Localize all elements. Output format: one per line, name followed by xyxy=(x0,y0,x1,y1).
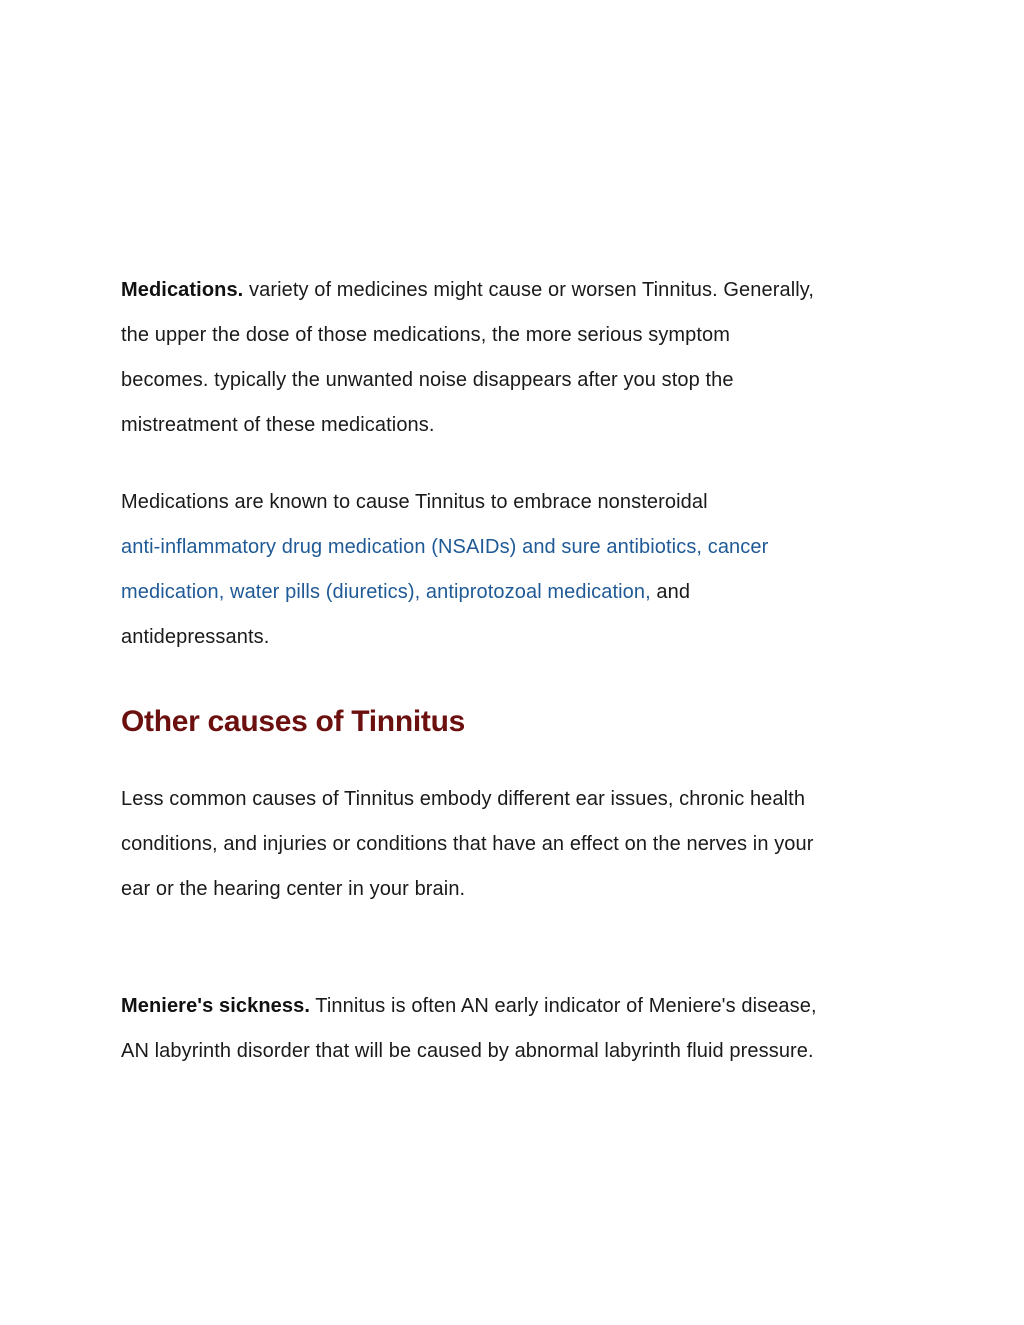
section-heading-other-causes: Other causes of Tinnitus xyxy=(121,705,465,738)
medications-text-1: variety of medicines might cause or worsen Tinnitus. Generally, xyxy=(243,279,815,301)
known-tail: and xyxy=(650,581,691,603)
known-paragraph-line-4: antidepressants. xyxy=(121,626,270,648)
meniere-lead: Meniere's sickness. xyxy=(121,995,310,1017)
known-link-line-2[interactable]: medication, water pills (diuretics), antiprotozoal medication, xyxy=(121,581,651,603)
medications-paragraph-line-3: becomes. typically the unwanted noise disappears after you stop the xyxy=(121,369,734,391)
meniere-paragraph-line-2: AN labyrinth disorder that will be caused by abnormal labyrinth fluid pressure. xyxy=(121,1040,814,1062)
meniere-paragraph-line-1 xyxy=(121,993,817,1019)
known-paragraph-line-3 xyxy=(121,579,690,605)
less-common-line-2: conditions, and injuries or conditions that have an effect on the nerves in your xyxy=(121,833,814,855)
medications-paragraph-line-2: the upper the dose of those medications, the more serious symptom xyxy=(121,324,731,346)
medications-paragraph-line-1 xyxy=(121,277,814,303)
known-paragraph-line-1: Medications are known to cause Tinnitus to embrace nonsteroidal xyxy=(121,491,708,513)
less-common-line-1: Less common causes of Tinnitus embody different ear issues, chronic health xyxy=(121,788,806,810)
medications-paragraph-line-4: mistreatment of these medications. xyxy=(121,414,435,436)
less-common-line-3: ear or the hearing center in your brain. xyxy=(121,878,466,900)
meniere-text-1: Tinnitus is often AN early indicator of Meniere's disease, xyxy=(310,995,817,1017)
known-link-line-1[interactable]: anti-inflammatory drug medication (NSAIDs) and sure antibiotics, cancer xyxy=(121,536,769,558)
medications-lead: Medications. xyxy=(121,279,244,301)
